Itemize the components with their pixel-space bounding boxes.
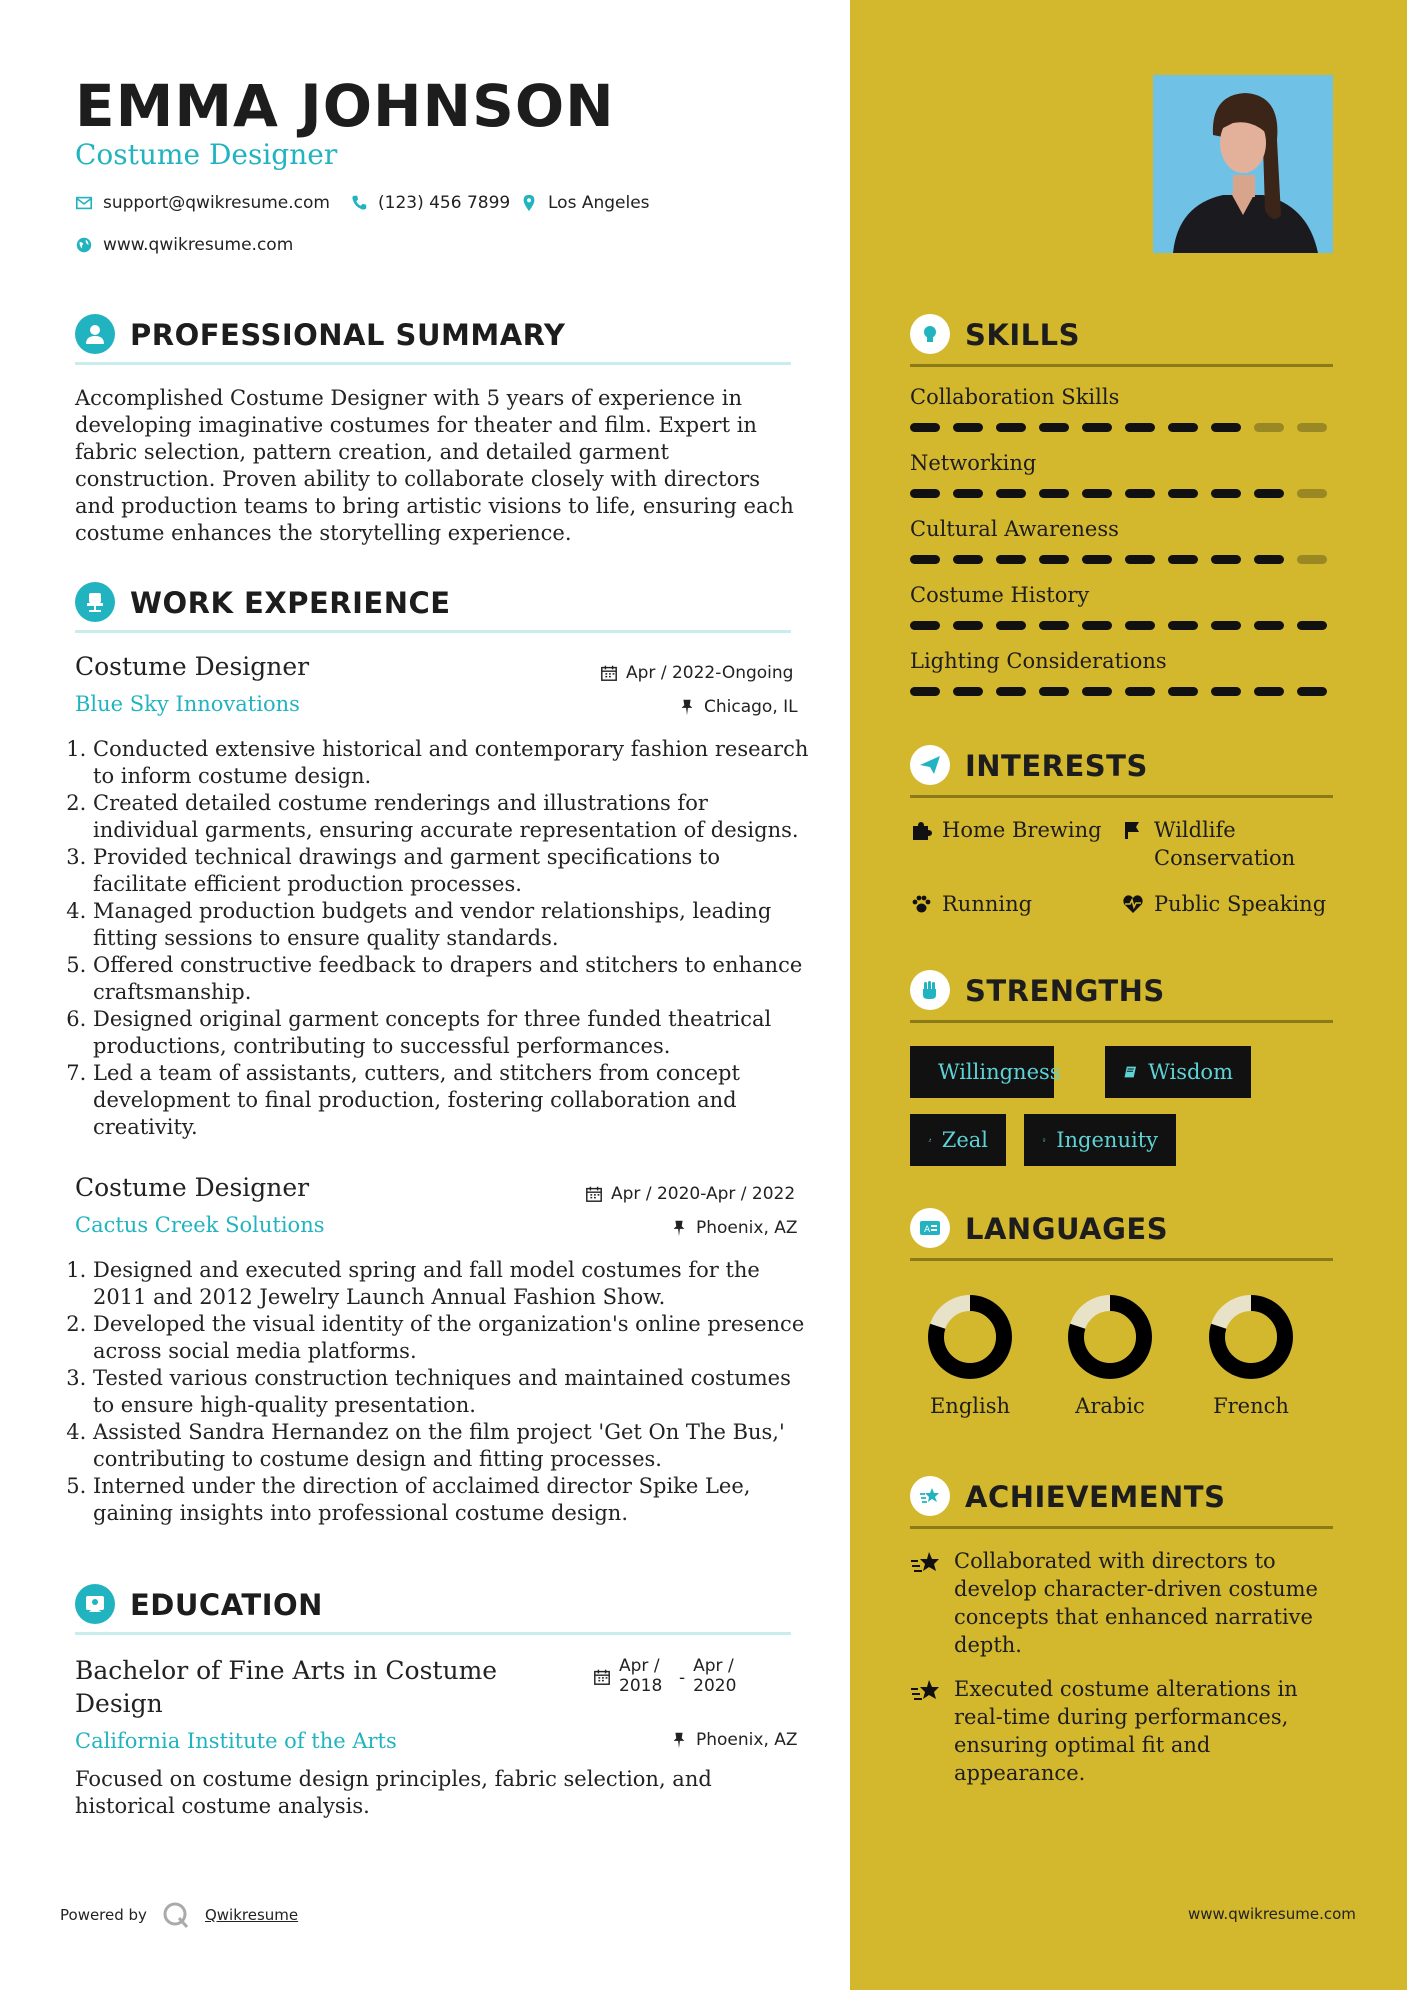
skill-segment-filled: [1039, 687, 1069, 696]
job-title: Costume Designer: [75, 652, 310, 681]
language-proficiency-donut: [925, 1292, 1015, 1382]
skill-row: [910, 517, 1333, 565]
language-proficiency-donut: [1206, 1292, 1296, 1382]
skill-segment-filled: [910, 555, 940, 564]
skill-row: [910, 451, 1333, 499]
strength-label: Willingness: [938, 1060, 1061, 1084]
list-item: 2. Developed the visual identity of the organization's online presence across social media platforms.: [93, 1311, 813, 1365]
list-item: 1. Designed and executed spring and fall model costumes for the 2011 and 2012 Jewelry Launch Annual Fashion Show.: [93, 1257, 813, 1311]
skill-row: [910, 385, 1333, 433]
skill-segment-filled: [996, 555, 1026, 564]
skill-segment-filled: [1039, 555, 1069, 564]
skill-segment-filled: [1082, 555, 1112, 564]
lightbulb-icon: [1042, 1130, 1046, 1150]
skill-segment-filled: [1211, 423, 1241, 432]
education-description: Focused on costume design principles, fabric selection, and historical costume analysis.: [75, 1767, 712, 1818]
strength-label: Ingenuity: [1056, 1128, 1158, 1152]
pushpin-icon: [670, 1219, 688, 1237]
education-location: [670, 1730, 798, 1750]
footer-website[interactable]: www.qwikresume.com: [1188, 1905, 1356, 1923]
job-date: [600, 663, 793, 683]
globe-icon: [75, 236, 93, 254]
experience-section-header: [75, 582, 791, 633]
skill-label: Costume History: [910, 583, 1090, 607]
skill-segment-filled: [1211, 489, 1241, 498]
list-item: 3. Provided technical drawings and garment specifications to facilitate efficient production processes.: [93, 844, 813, 898]
skill-segment-filled: [1125, 621, 1155, 630]
flag-icon: [1122, 819, 1144, 841]
skill-segment-filled: [1297, 687, 1327, 696]
calendar-icon: [600, 664, 618, 682]
skill-segment-filled: [1168, 687, 1198, 696]
language-label: French: [1213, 1394, 1289, 1418]
list-item: 4. Assisted Sandra Hernandez on the film project 'Get On The Bus,' contributing to costume design and fitting processes.: [93, 1419, 813, 1473]
qwikresume-logo-icon: [161, 1900, 191, 1930]
skill-label: Collaboration Skills: [910, 385, 1120, 409]
skill-segment-filled: [1254, 555, 1284, 564]
skill-segment-filled: [996, 621, 1026, 630]
achievement-item: [910, 1675, 1340, 1787]
job-bullets: [75, 1257, 813, 1527]
skill-segment-filled: [1039, 621, 1069, 630]
email-text: support@qwikresume.com: [103, 193, 330, 213]
envelope-icon: [75, 194, 93, 212]
interest-label: Wildlife Conservation: [1154, 818, 1296, 870]
skills-section-header: [910, 314, 1333, 367]
map-pin-icon: [520, 194, 538, 212]
skill-segment-filled: [1168, 621, 1198, 630]
list-item: 1. Conducted extensive historical and contemporary fashion research to inform costume design.: [93, 736, 813, 790]
interest-label: Running: [942, 892, 1033, 916]
skill-segment-filled: [1297, 621, 1327, 630]
graduation-icon: [75, 1584, 115, 1624]
lightbulb-icon: [910, 314, 950, 354]
strength-tag: [910, 1114, 1006, 1166]
skill-segment-filled: [996, 489, 1026, 498]
shooting-star-icon: [910, 1476, 950, 1516]
pushpin-icon: [670, 1731, 688, 1749]
skill-segment-filled: [953, 621, 983, 630]
location-text: Los Angeles: [548, 193, 650, 213]
skill-segment-filled: [910, 489, 940, 498]
interest-item: [910, 816, 1110, 844]
job-location: [678, 697, 798, 717]
skill-segment-filled: [1039, 423, 1069, 432]
candidate-name: EMMA JOHNSON: [75, 72, 615, 140]
list-item: 5. Offered constructive feedback to drapers and stitchers to enhance craftsmanship.: [93, 952, 813, 1006]
puzzle-icon: [910, 819, 932, 841]
skill-segment-filled: [1125, 687, 1155, 696]
skill-segment-filled: [910, 687, 940, 696]
interest-label: Home Brewing: [942, 818, 1102, 842]
skill-segment-filled: [1125, 489, 1155, 498]
skill-label: Networking: [910, 451, 1037, 475]
contact-email[interactable]: [75, 193, 330, 213]
paw-icon: [910, 893, 932, 915]
contact-website[interactable]: [75, 235, 293, 255]
skill-row: [910, 583, 1333, 631]
strength-tag: [910, 1046, 1061, 1098]
job-title: Costume Designer: [75, 1173, 310, 1202]
skill-segment-filled: [1082, 489, 1112, 498]
strength-tag: [1105, 1046, 1251, 1098]
brand-link[interactable]: Qwikresume: [204, 1906, 299, 1924]
powered-by-text: Powered by: [60, 1906, 147, 1924]
education-date: [593, 1656, 745, 1696]
achievements-heading: ACHIEVEMENTS: [965, 1480, 1226, 1514]
strength-tag: [1024, 1114, 1176, 1166]
job-date: [585, 1184, 795, 1204]
contact-phone[interactable]: [350, 193, 510, 213]
education-date-end: Apr / 2020: [693, 1656, 737, 1696]
summary-text: Accomplished Costume Designer with 5 years of experience in developing imaginative costumes for theater and film. Expert in fabric selection, pattern creation, and detailed garment construction. Proven ability to collaborate closely with directors and production teams to bring artistic visions to life, ensuring each costume enhances the storytelling experience.: [75, 386, 794, 545]
skill-segment-filled: [1254, 687, 1284, 696]
candidate-title: Costume Designer: [75, 138, 338, 171]
skills-heading: SKILLS: [965, 318, 1080, 352]
interest-item: [1122, 890, 1342, 918]
skill-segment-filled: [1125, 555, 1155, 564]
interests-section-header: [910, 745, 1333, 798]
skill-segment-filled: [1211, 687, 1241, 696]
language-item: [920, 1292, 1020, 1418]
education-section-header: [75, 1584, 791, 1635]
paper-plane-icon: [910, 745, 950, 785]
contact-location: [520, 193, 650, 213]
degree-title: Bachelor of Fine Arts in Costume Design: [75, 1656, 498, 1718]
achievement-text: Executed costume alterations in real-time during performances, ensuring optimal fit and appearance.: [954, 1677, 1298, 1785]
job-date-text: Apr / 2022-Ongoing: [626, 663, 794, 683]
skill-row: [910, 649, 1333, 697]
skill-segment-filled: [1254, 621, 1284, 630]
interest-label: Public Speaking: [1154, 892, 1327, 916]
skill-level-bar: [910, 555, 1333, 565]
language-label: Arabic: [1075, 1394, 1145, 1418]
education-date-separator: -: [679, 1668, 686, 1688]
skill-segment-filled: [1082, 621, 1112, 630]
strength-label: Wisdom: [1148, 1060, 1233, 1084]
skill-segment-filled: [1211, 621, 1241, 630]
skill-segment-empty: [1254, 423, 1284, 432]
language-icon: [910, 1208, 950, 1248]
skill-segment-filled: [1168, 555, 1198, 564]
skill-segment-filled: [1211, 555, 1241, 564]
language-item: [1060, 1292, 1160, 1418]
job-location-text: Chicago, IL: [704, 697, 798, 717]
shooting-star-icon: [910, 1677, 942, 1705]
skill-segment-filled: [1168, 489, 1198, 498]
skill-segment-empty: [1297, 555, 1327, 564]
heartbeat-icon: [1122, 893, 1144, 915]
skill-segment-filled: [953, 489, 983, 498]
skill-segment-filled: [1168, 423, 1198, 432]
language-label: English: [929, 1394, 1011, 1418]
summary-section-header: [75, 314, 791, 365]
strength-label: Zeal: [941, 1128, 988, 1152]
shooting-star-icon: [910, 1549, 942, 1577]
interests-heading: INTERESTS: [965, 749, 1148, 783]
strengths-heading: STRENGTHS: [965, 974, 1165, 1008]
skill-segment-filled: [1039, 489, 1069, 498]
skill-segment-filled: [1082, 687, 1112, 696]
company-name: Cactus Creek Solutions: [75, 1213, 325, 1237]
website-text: www.qwikresume.com: [103, 235, 294, 255]
interest-item: [910, 890, 1110, 918]
company-name: Blue Sky Innovations: [75, 692, 300, 716]
svg-text:A: A: [924, 1225, 931, 1235]
skill-segment-filled: [910, 621, 940, 630]
list-item: 5. Interned under the direction of acclaimed director Spike Lee, gaining insights into professional costume design.: [93, 1473, 813, 1527]
job-date-text: Apr / 2020-Apr / 2022: [611, 1184, 796, 1204]
raised-fist-icon: [910, 970, 950, 1010]
language-proficiency-donut: [1065, 1292, 1155, 1382]
experience-heading: WORK EXPERIENCE: [130, 586, 451, 620]
languages-heading: LANGUAGES: [965, 1212, 1169, 1246]
skill-segment-empty: [1297, 423, 1327, 432]
skill-segment-filled: [953, 555, 983, 564]
summary-heading: PROFESSIONAL SUMMARY: [130, 318, 566, 352]
skill-segment-empty: [1297, 489, 1327, 498]
achievements-section-header: [910, 1476, 1333, 1529]
skill-segment-filled: [996, 687, 1026, 696]
skill-segment-filled: [953, 423, 983, 432]
skill-level-bar: [910, 423, 1333, 433]
skill-label: Lighting Considerations: [910, 649, 1167, 673]
pen-icon: [928, 1130, 932, 1150]
skill-segment-filled: [996, 423, 1026, 432]
strengths-section-header: [910, 970, 1333, 1023]
skill-segment-filled: [1125, 423, 1155, 432]
user-icon: [75, 314, 115, 354]
calendar-icon: [593, 1668, 611, 1686]
skill-label: Cultural Awareness: [910, 517, 1119, 541]
education-location-text: Phoenix, AZ: [696, 1730, 798, 1750]
phone-text: (123) 456 7899: [378, 193, 511, 213]
footer-powered-by: [60, 1900, 298, 1930]
skill-segment-filled: [1082, 423, 1112, 432]
skill-level-bar: [910, 687, 1333, 697]
list-item: 7. Led a team of assistants, cutters, and stitchers from concept development to final production, fostering collaboration and creativity.: [93, 1060, 813, 1141]
phone-icon: [350, 194, 368, 212]
job-location: [670, 1218, 798, 1238]
pushpin-icon: [678, 698, 696, 716]
list-item: 6. Designed original garment concepts for three funded theatrical productions, contributing to successful performances.: [93, 1006, 813, 1060]
education-heading: EDUCATION: [130, 1588, 323, 1622]
list-item: 2. Created detailed costume renderings and illustrations for individual garments, ensuring accurate representation of designs.: [93, 790, 813, 844]
languages-section-header: [910, 1208, 1333, 1261]
office-chair-icon: [75, 582, 115, 622]
list-item: 3. Tested various construction techniques and maintained costumes to ensure high-quality presentation.: [93, 1365, 813, 1419]
skill-level-bar: [910, 489, 1333, 499]
school-name: California Institute of the Arts: [75, 1729, 397, 1753]
skill-segment-filled: [1254, 489, 1284, 498]
job-location-text: Phoenix, AZ: [696, 1218, 798, 1238]
interest-item: [1122, 816, 1322, 872]
book-icon: [1123, 1062, 1138, 1082]
achievement-item: [910, 1547, 1340, 1659]
calendar-icon: [585, 1185, 603, 1203]
list-item: 4. Managed production budgets and vendor relationships, leading fitting sessions to ensure quality standards.: [93, 898, 813, 952]
skill-segment-filled: [910, 423, 940, 432]
skill-level-bar: [910, 621, 1333, 631]
profile-photo: [1153, 75, 1333, 253]
language-item: [1201, 1292, 1301, 1418]
achievement-text: Collaborated with directors to develop character-driven costume concepts that enhanced narrative depth.: [954, 1549, 1318, 1657]
skill-segment-filled: [953, 687, 983, 696]
job-bullets: [75, 736, 813, 1141]
education-date-start: Apr / 2018: [619, 1656, 663, 1696]
